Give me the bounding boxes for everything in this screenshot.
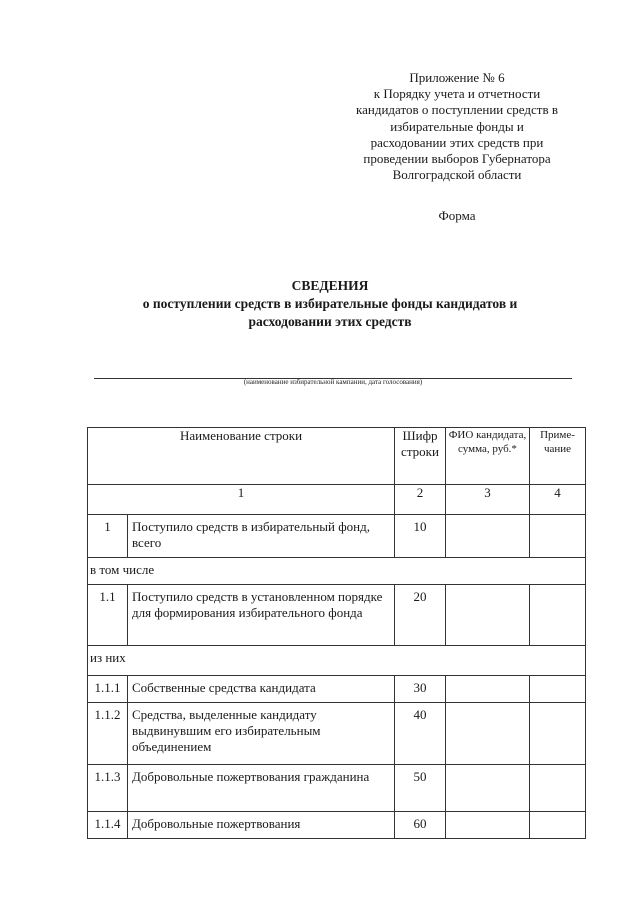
row-note-cell[interactable] [530,765,586,812]
row-note-cell[interactable] [530,585,586,646]
row-amount-cell[interactable] [446,585,530,646]
document-title [60,277,600,331]
row-code: 30 [395,676,446,703]
row-number: 1.1.4 [88,812,128,839]
row-name: Поступило средств в установленном порядке для формирования избирательного фонда [128,585,395,646]
row-note-cell[interactable] [530,676,586,703]
title-line-2: о поступлении средств в избирательные фонды кандидатов и [142,296,518,311]
section-label: из них [88,646,586,676]
row-name: Собственные средства кандидата [128,676,395,703]
row-code: 50 [395,765,446,812]
table-row [88,515,586,558]
title-line-3: расходовании этих средств [248,314,412,329]
table-row [88,676,586,703]
row-amount-cell[interactable] [446,676,530,703]
row-name: Добровольные пожертвования [128,812,395,839]
row-number: 1.1.2 [88,703,128,765]
col-number: 3 [446,485,530,515]
row-name: Добровольные пожертвования гражданина [128,765,395,812]
header-name: Наименование строки [88,428,395,485]
header-code: Шифр строки [395,428,446,485]
row-note-cell[interactable] [530,703,586,765]
appendix-line: избирательные фонды и [390,118,524,134]
col-number: 4 [530,485,586,515]
table-header-row [88,428,586,485]
table-row [88,765,586,812]
row-number: 1 [88,515,128,558]
appendix-line: кандидатов о поступлении средств в [356,102,558,118]
table-row [88,585,586,646]
row-name: Поступило средств в избирательный фонд, всего [128,515,395,558]
row-amount-cell[interactable] [446,703,530,765]
title-line-1: СВЕДЕНИЯ [291,278,369,293]
appendix-line: Приложение № 6 [409,70,505,85]
header-note: Приме-чание [530,428,586,485]
col-number: 1 [88,485,395,515]
row-number: 1.1 [88,585,128,646]
table-row [88,703,586,765]
form-label: Форма [438,208,476,223]
table-section-row [88,646,586,676]
appendix-line: к Порядку учета и отчетности [373,86,541,102]
fill-in-caption: (наименование избирательной кампании, дата голосования) [243,378,423,386]
row-amount-cell[interactable] [446,765,530,812]
column-number-row [88,485,586,515]
row-code: 10 [395,515,446,558]
header-fio: ФИО кандидата, сумма, руб.* [446,428,530,485]
appendix-line: проведении выборов Губернатора [363,151,551,167]
row-note-cell[interactable] [530,515,586,558]
appendix-header [326,70,588,183]
row-code: 60 [395,812,446,839]
report-table [87,427,586,839]
col-number: 2 [395,485,446,515]
row-number: 1.1.3 [88,765,128,812]
row-note-cell[interactable] [530,812,586,839]
table-row [88,812,586,839]
row-amount-cell[interactable] [446,812,530,839]
row-number: 1.1.1 [88,676,128,703]
appendix-line: Волгоградской области [392,167,522,183]
row-code: 40 [395,703,446,765]
row-name: Средства, выделенные кандидату выдвинувшим его избирательным объединением [128,703,395,765]
section-label: в том числе [88,558,586,585]
row-amount-cell[interactable] [446,515,530,558]
appendix-line: расходовании этих средств при [370,134,544,150]
row-code: 20 [395,585,446,646]
table-section-row [88,558,586,585]
